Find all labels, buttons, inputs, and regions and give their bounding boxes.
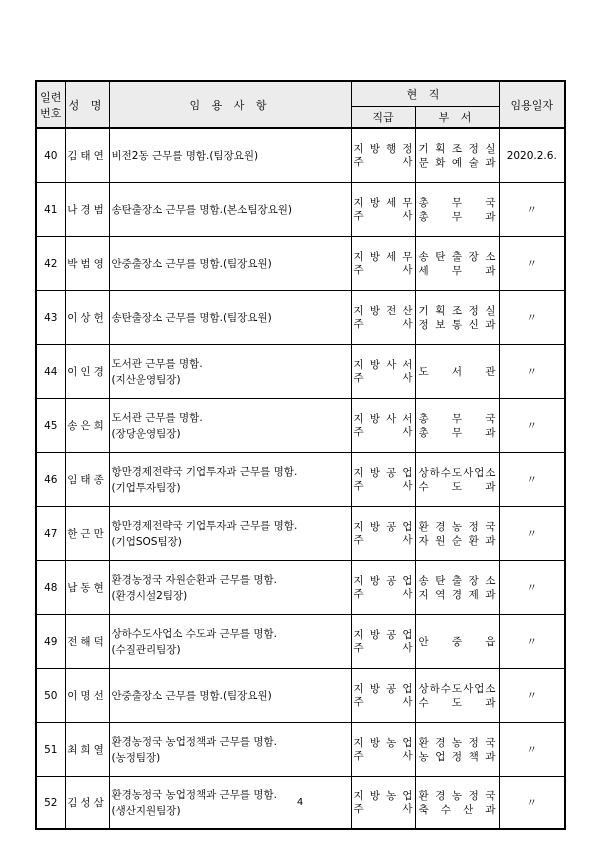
- department-line: 환 경 농 정 국: [418, 736, 496, 749]
- grade-line: 주 사: [353, 155, 413, 168]
- department-line: 농 업 정 책 과: [418, 750, 496, 763]
- appointment-details: [109, 237, 351, 291]
- current-department: [415, 453, 499, 507]
- grade-line: 주 사: [353, 263, 413, 276]
- department-line: 총 무 국: [418, 412, 496, 425]
- appointment-line: 송탄출장소 근무를 명함.(팀장요원): [111, 311, 272, 324]
- current-grade: [351, 399, 415, 453]
- current-department: [415, 669, 499, 723]
- grade-line: 주 사: [353, 587, 413, 600]
- person-name: 전해덕: [65, 615, 109, 669]
- table-row: [36, 615, 565, 669]
- grade-line: 주 사: [353, 371, 413, 384]
- grade-line: 주 사: [353, 317, 413, 330]
- current-department: [415, 345, 499, 399]
- serial-number: 45: [36, 399, 65, 453]
- department-line: 송 탄 출 장 소: [418, 574, 496, 587]
- current-department: [415, 399, 499, 453]
- person-name: 한근만: [65, 507, 109, 561]
- department-line: 기 획 조 정 실: [418, 304, 496, 317]
- grade-line: 지 방 공 업: [353, 628, 413, 641]
- table-row: [36, 345, 565, 399]
- appointment-date: 〃: [499, 723, 565, 777]
- grade-line: 주 사: [353, 695, 413, 708]
- department-line: 안 중 읍: [418, 635, 496, 648]
- department-line: 총 무 국: [418, 196, 496, 209]
- grade-line: 주 사: [353, 533, 413, 546]
- appointment-line: 환경농정국 농업정책과 근무를 명함.: [111, 735, 277, 748]
- header-serial: 일련 번호: [36, 81, 65, 128]
- appointment-details: [109, 453, 351, 507]
- page-number: 4: [296, 797, 304, 808]
- department-line: 도 서 관: [418, 365, 496, 378]
- header-current: 현 직: [351, 81, 499, 107]
- current-grade: [351, 183, 415, 237]
- current-department: [415, 237, 499, 291]
- current-department: [415, 183, 499, 237]
- appointment-date: 〃: [499, 615, 565, 669]
- table-row: [36, 507, 565, 561]
- person-name: 임태종: [65, 453, 109, 507]
- appointment-details: [109, 128, 351, 183]
- appointment-details: [109, 399, 351, 453]
- appointment-line: 상하수도사업소 수도과 근무를 명함.: [111, 627, 277, 640]
- serial-number: 51: [36, 723, 65, 777]
- person-name: 이명선: [65, 669, 109, 723]
- department-line: 송 탄 출 장 소: [418, 250, 496, 263]
- table-row: [36, 183, 565, 237]
- serial-number: 46: [36, 453, 65, 507]
- grade-line: 주 사: [353, 641, 413, 654]
- appointment-line: (환경시설2팀장): [111, 589, 188, 602]
- appointment-line: 항만경제전략국 기업투자과 근무를 명함.: [111, 519, 298, 532]
- department-line: 지 역 경 제 과: [418, 588, 496, 601]
- current-department: [415, 291, 499, 345]
- grade-line: 지 방 행 정: [353, 142, 413, 155]
- appointment-line: (기업투자팀장): [111, 481, 181, 494]
- appointment-line: 도서관 근무를 명함.: [111, 411, 203, 424]
- current-department: [415, 128, 499, 183]
- department-line: 환 경 농 정 국: [418, 789, 496, 802]
- current-grade: [351, 128, 415, 183]
- current-department: [415, 561, 499, 615]
- appointment-date: 〃: [499, 453, 565, 507]
- appointment-details: [109, 669, 351, 723]
- appointment-details: [109, 183, 351, 237]
- appointment-line: (기업SOS팀장): [111, 535, 182, 548]
- grade-line: 지 방 세 무: [353, 250, 413, 263]
- appointment-line: (장당운영팀장): [111, 427, 181, 440]
- person-name: 김태연: [65, 128, 109, 183]
- person-name: 송은희: [65, 399, 109, 453]
- serial-number: 47: [36, 507, 65, 561]
- person-name: 최희열: [65, 723, 109, 777]
- person-name: 남동현: [65, 561, 109, 615]
- appointment-line: (수질관리팀장): [111, 643, 181, 656]
- appointment-date: 〃: [499, 237, 565, 291]
- header-grade: 직급: [351, 107, 415, 129]
- serial-number: 48: [36, 561, 65, 615]
- person-name: 이상헌: [65, 291, 109, 345]
- grade-line: 주 사: [353, 479, 413, 492]
- table-row: [36, 561, 565, 615]
- appointment-line: 안중출장소 근무를 명함.(팀장요원): [111, 689, 272, 702]
- grade-line: 지 방 공 업: [353, 466, 413, 479]
- appointment-line: 송탄출장소 근무를 명함.(본소팀장요원): [111, 203, 292, 216]
- header-name: 성 명: [65, 81, 109, 128]
- table-row: [36, 723, 565, 777]
- department-line: 총 무 과: [418, 210, 496, 223]
- grade-line: 주 사: [353, 209, 413, 222]
- serial-number: 40: [36, 128, 65, 183]
- current-grade: [351, 237, 415, 291]
- table-row: [36, 291, 565, 345]
- table-row: [36, 128, 565, 183]
- header-date: 임용일자: [499, 81, 565, 128]
- appointment-date: 〃: [499, 291, 565, 345]
- table-body: [36, 128, 565, 829]
- appointment-line: 환경농정국 농업정책과 근무를 명함.: [111, 788, 277, 801]
- appointment-line: (농정팀장): [111, 751, 161, 764]
- grade-line: 지 방 농 업: [353, 736, 413, 749]
- department-line: 환 경 농 정 국: [418, 520, 496, 533]
- department-line: 축 수 산 과: [418, 803, 496, 816]
- appointment-date: 2020.2.6.: [499, 128, 565, 183]
- header-appointment: 임 용 사 항: [109, 81, 351, 128]
- appointment-details: [109, 507, 351, 561]
- appointment-date: 〃: [499, 507, 565, 561]
- appointment-date: 〃: [499, 561, 565, 615]
- appointment-line: (생산지원팀장): [111, 804, 181, 817]
- appointment-table: [35, 80, 566, 830]
- appointment-line: 안중출장소 근무를 명함.(팀장요원): [111, 257, 272, 270]
- table-row: [36, 399, 565, 453]
- current-grade: [351, 345, 415, 399]
- grade-line: 지 방 공 업: [353, 682, 413, 695]
- department-line: 수 도 과: [418, 480, 496, 493]
- grade-line: 지 방 전 산: [353, 304, 413, 317]
- serial-number: 43: [36, 291, 65, 345]
- header-dept: 부 서: [415, 107, 499, 129]
- grade-line: 주 사: [353, 749, 413, 762]
- serial-number: 50: [36, 669, 65, 723]
- grade-line: 지 방 공 업: [353, 520, 413, 533]
- current-department: [415, 615, 499, 669]
- grade-line: 지 방 세 무: [353, 196, 413, 209]
- department-line: 세 무 과: [418, 264, 496, 277]
- current-department: [415, 507, 499, 561]
- appointment-line: (지산운영팀장): [111, 373, 181, 386]
- appointment-details: [109, 615, 351, 669]
- appointment-details: [109, 291, 351, 345]
- department-line: 자 원 순 환 과: [418, 534, 496, 547]
- appointment-date: 〃: [499, 183, 565, 237]
- serial-number: 52: [36, 777, 65, 830]
- current-grade: [351, 507, 415, 561]
- current-grade: [351, 453, 415, 507]
- appointment-date: 〃: [499, 669, 565, 723]
- serial-number: 42: [36, 237, 65, 291]
- department-line: 상 하 수 도 사 업 소: [418, 682, 496, 695]
- current-grade: [351, 615, 415, 669]
- person-name: 나경범: [65, 183, 109, 237]
- serial-number: 44: [36, 345, 65, 399]
- grade-line: 주 사: [353, 802, 413, 815]
- person-name: 박범영: [65, 237, 109, 291]
- department-line: 문 화 예 술 과: [418, 156, 496, 169]
- person-name: 이인경: [65, 345, 109, 399]
- current-grade: [351, 669, 415, 723]
- department-line: 총 무 과: [418, 426, 496, 439]
- current-grade: [351, 723, 415, 777]
- serial-number: 41: [36, 183, 65, 237]
- department-line: 상 하 수 도 사 업 소: [418, 466, 496, 479]
- department-line: 기 획 조 정 실: [418, 142, 496, 155]
- person-name: 김성삼: [65, 777, 109, 830]
- appointment-details: [109, 723, 351, 777]
- grade-line: 주 사: [353, 425, 413, 438]
- serial-number: 49: [36, 615, 65, 669]
- appointment-date: 〃: [499, 399, 565, 453]
- appointment-line: 항만경제전략국 기업투자과 근무를 명함.: [111, 465, 298, 478]
- department-line: 수 도 과: [418, 696, 496, 709]
- appointment-line: 환경농정국 자원순환과 근무를 명함.: [111, 573, 277, 586]
- table-row: [36, 453, 565, 507]
- grade-line: 지 방 사 서: [353, 412, 413, 425]
- current-department: [415, 723, 499, 777]
- appointment-line: 비전2동 근무를 명함.(팀장요원): [111, 149, 259, 162]
- department-line: 정 보 통 신 과: [418, 318, 496, 331]
- current-grade: [351, 291, 415, 345]
- grade-line: 지 방 농 업: [353, 789, 413, 802]
- appointment-details: [109, 561, 351, 615]
- appointment-date: 〃: [499, 345, 565, 399]
- appointment-date: 〃: [499, 777, 565, 830]
- appointment-line: 도서관 근무를 명함.: [111, 357, 203, 370]
- table-row: [36, 669, 565, 723]
- appointment-details: [109, 345, 351, 399]
- grade-line: 지 방 사 서: [353, 358, 413, 371]
- grade-line: 지 방 공 업: [353, 574, 413, 587]
- table-row: [36, 237, 565, 291]
- current-grade: [351, 561, 415, 615]
